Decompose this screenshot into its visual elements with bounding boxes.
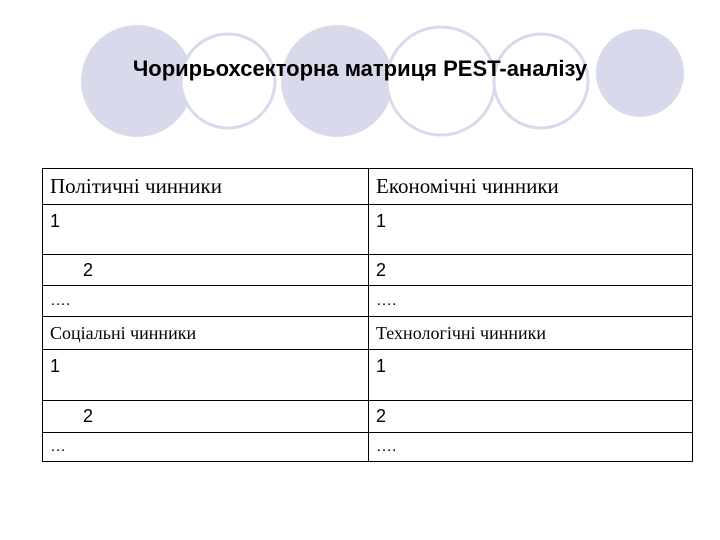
economic-more: ….	[369, 286, 693, 317]
pest-matrix-table	[42, 168, 693, 462]
political-item-1: 1	[43, 205, 369, 255]
table-row	[43, 205, 693, 255]
table-row	[43, 255, 693, 286]
political-item-2: 2	[43, 255, 369, 286]
technological-item-2: 2	[369, 401, 693, 433]
technological-item-1: 1	[369, 350, 693, 401]
technological-more: ….	[369, 433, 693, 462]
economic-item-1: 1	[369, 205, 693, 255]
table-row	[43, 169, 693, 205]
table-row	[43, 286, 693, 317]
political-header: Політичні чинники	[43, 169, 369, 205]
economic-item-2: 2	[369, 255, 693, 286]
social-header: Соціальні чинники	[43, 317, 369, 350]
page-title: Чорирьохсекторна матриця PEST-аналізу	[132, 56, 588, 81]
table-row	[43, 433, 693, 462]
social-item-1: 1	[43, 350, 369, 401]
technological-header: Технологічні чинники	[369, 317, 693, 350]
political-more: ….	[43, 286, 369, 317]
table-row	[43, 401, 693, 433]
social-more: …	[43, 433, 369, 462]
economic-header: Економічні чинники	[369, 169, 693, 205]
table-row	[43, 350, 693, 401]
table-row	[43, 317, 693, 350]
social-item-2: 2	[43, 401, 369, 433]
